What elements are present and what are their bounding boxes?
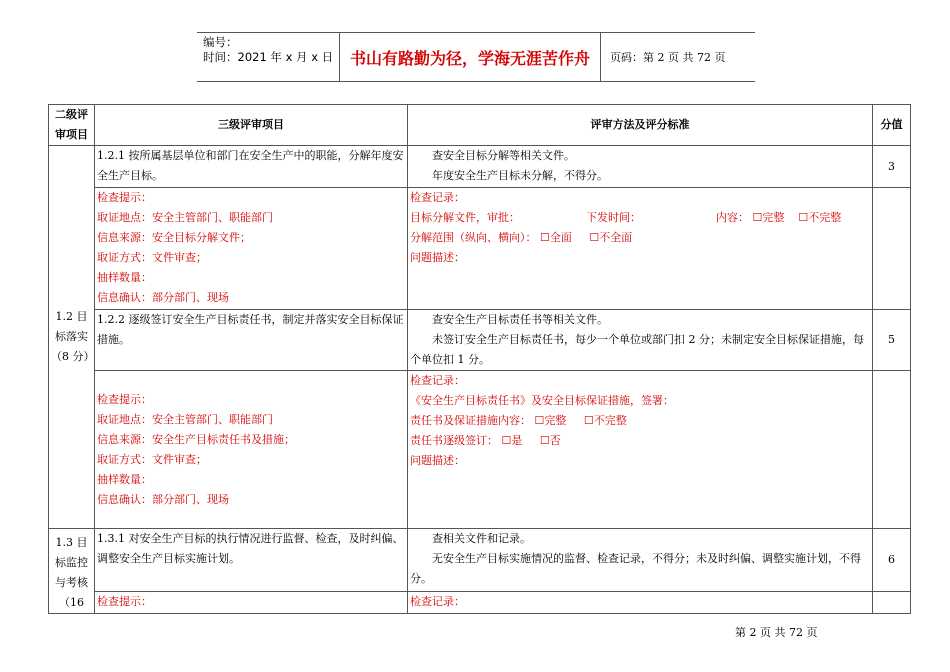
hints-cell: 检查提示： 取证地点：安全主管部门、职能部门 信息来源：安全生产目标责任书及措施； 取证方式：文件审查； 抽样数量： 信息确认：部分部门、现场 xyxy=(95,371,408,529)
checkbox-full[interactable]: ☐全面 xyxy=(540,231,572,244)
records-cell: 检查记录： 目标分解文件，审批： 下发时间： 内容： ☐完整 ☐不完整 分解范围（纵向、横向）： ☐全面 ☐不全面 问题描述： xyxy=(408,188,873,310)
table-row xyxy=(49,188,911,310)
method-cell: 查相关文件和记录。 无安全生产目标实施情况的监督、检查记录，不得分；未及时纠偏、调整实施计划，不得分。 xyxy=(408,529,873,592)
checkbox-incomplete[interactable]: ☐不完整 xyxy=(798,211,842,224)
item-cell: 1.2.2 逐级签订安全生产目标责任书，制定并落实安全目标保证措施。 xyxy=(95,310,408,371)
score-empty-cell xyxy=(873,371,911,529)
page-footer: 第 2 页 共 72 页 xyxy=(735,626,818,639)
table-row xyxy=(49,146,911,188)
table-row xyxy=(49,592,911,614)
col-header-score: 分值 xyxy=(873,105,911,146)
level2-cell: 1.2 目标落实（8 分） xyxy=(49,146,95,529)
score-cell: 3 xyxy=(873,146,911,188)
records-cell: 检查记录： xyxy=(408,592,873,614)
header-motto: 书山有路勤为径，学海无涯苦作舟 xyxy=(340,33,601,81)
col-header-level2: 二级评审项目 xyxy=(49,105,95,146)
table-header-row xyxy=(49,105,911,146)
col-header-method: 评审方法及评分标准 xyxy=(408,105,873,146)
number-label: 编号： xyxy=(203,35,238,49)
method-cell: 查安全生产目标责任书等相关文件。 未签订安全生产目标责任书，每少一个单位或部门扣 2 分；未制定安全目标保证措施，每个单位扣 1 分。 xyxy=(408,310,873,371)
score-empty-cell xyxy=(873,188,911,310)
time-label: 时间：2021 年 x 月 x 日 xyxy=(203,50,334,64)
level2-cell: 1.3 目标监控与考核（16 xyxy=(49,529,95,614)
checkbox-complete[interactable]: ☐完整 xyxy=(534,414,567,427)
checkbox-not-full[interactable]: ☐不全面 xyxy=(589,231,633,244)
table-row xyxy=(49,371,911,529)
review-table xyxy=(48,104,911,614)
method-cell: 查安全目标分解等相关文件。 年度安全生产目标未分解，不得分。 xyxy=(408,146,873,188)
item-cell: 1.2.1 按所属基层单位和部门在安全生产中的职能，分解年度安全生产目标。 xyxy=(95,146,408,188)
score-empty-cell xyxy=(873,592,911,614)
table-row xyxy=(49,529,911,592)
checkbox-complete[interactable]: ☐完整 xyxy=(752,211,785,224)
checkbox-incomplete[interactable]: ☐不完整 xyxy=(583,414,627,427)
header-meta xyxy=(197,33,340,81)
hints-cell: 检查提示： 取证地点：安全主管部门、职能部门 信息来源：安全目标分解文件； 取证方式：文件审查； 抽样数量： 信息确认：部分部门、现场 xyxy=(95,188,408,310)
records-cell: 检查记录： 《安全生产目标责任书》及安全目标保证措施，签署： 责任书及保证措施内容： ☐完整 ☐不完整 责任书逐级签订： ☐是 ☐否 问题描述： xyxy=(408,371,873,529)
col-header-level3: 三级评审项目 xyxy=(95,105,408,146)
item-cell: 1.3.1 对安全生产目标的执行情况进行监督、检查，及时纠偏、调整安全生产目标实施计划。 xyxy=(95,529,408,592)
checkbox-yes[interactable]: ☐是 xyxy=(501,434,523,447)
score-cell: 6 xyxy=(873,529,911,592)
score-cell: 5 xyxy=(873,310,911,371)
table-row xyxy=(49,310,911,371)
hints-cell: 检查提示： xyxy=(95,592,408,614)
checkbox-no[interactable]: ☐否 xyxy=(539,434,561,447)
page-header xyxy=(197,32,755,82)
header-page-label: 页码：第 2 页 共 72 页 xyxy=(610,51,726,64)
